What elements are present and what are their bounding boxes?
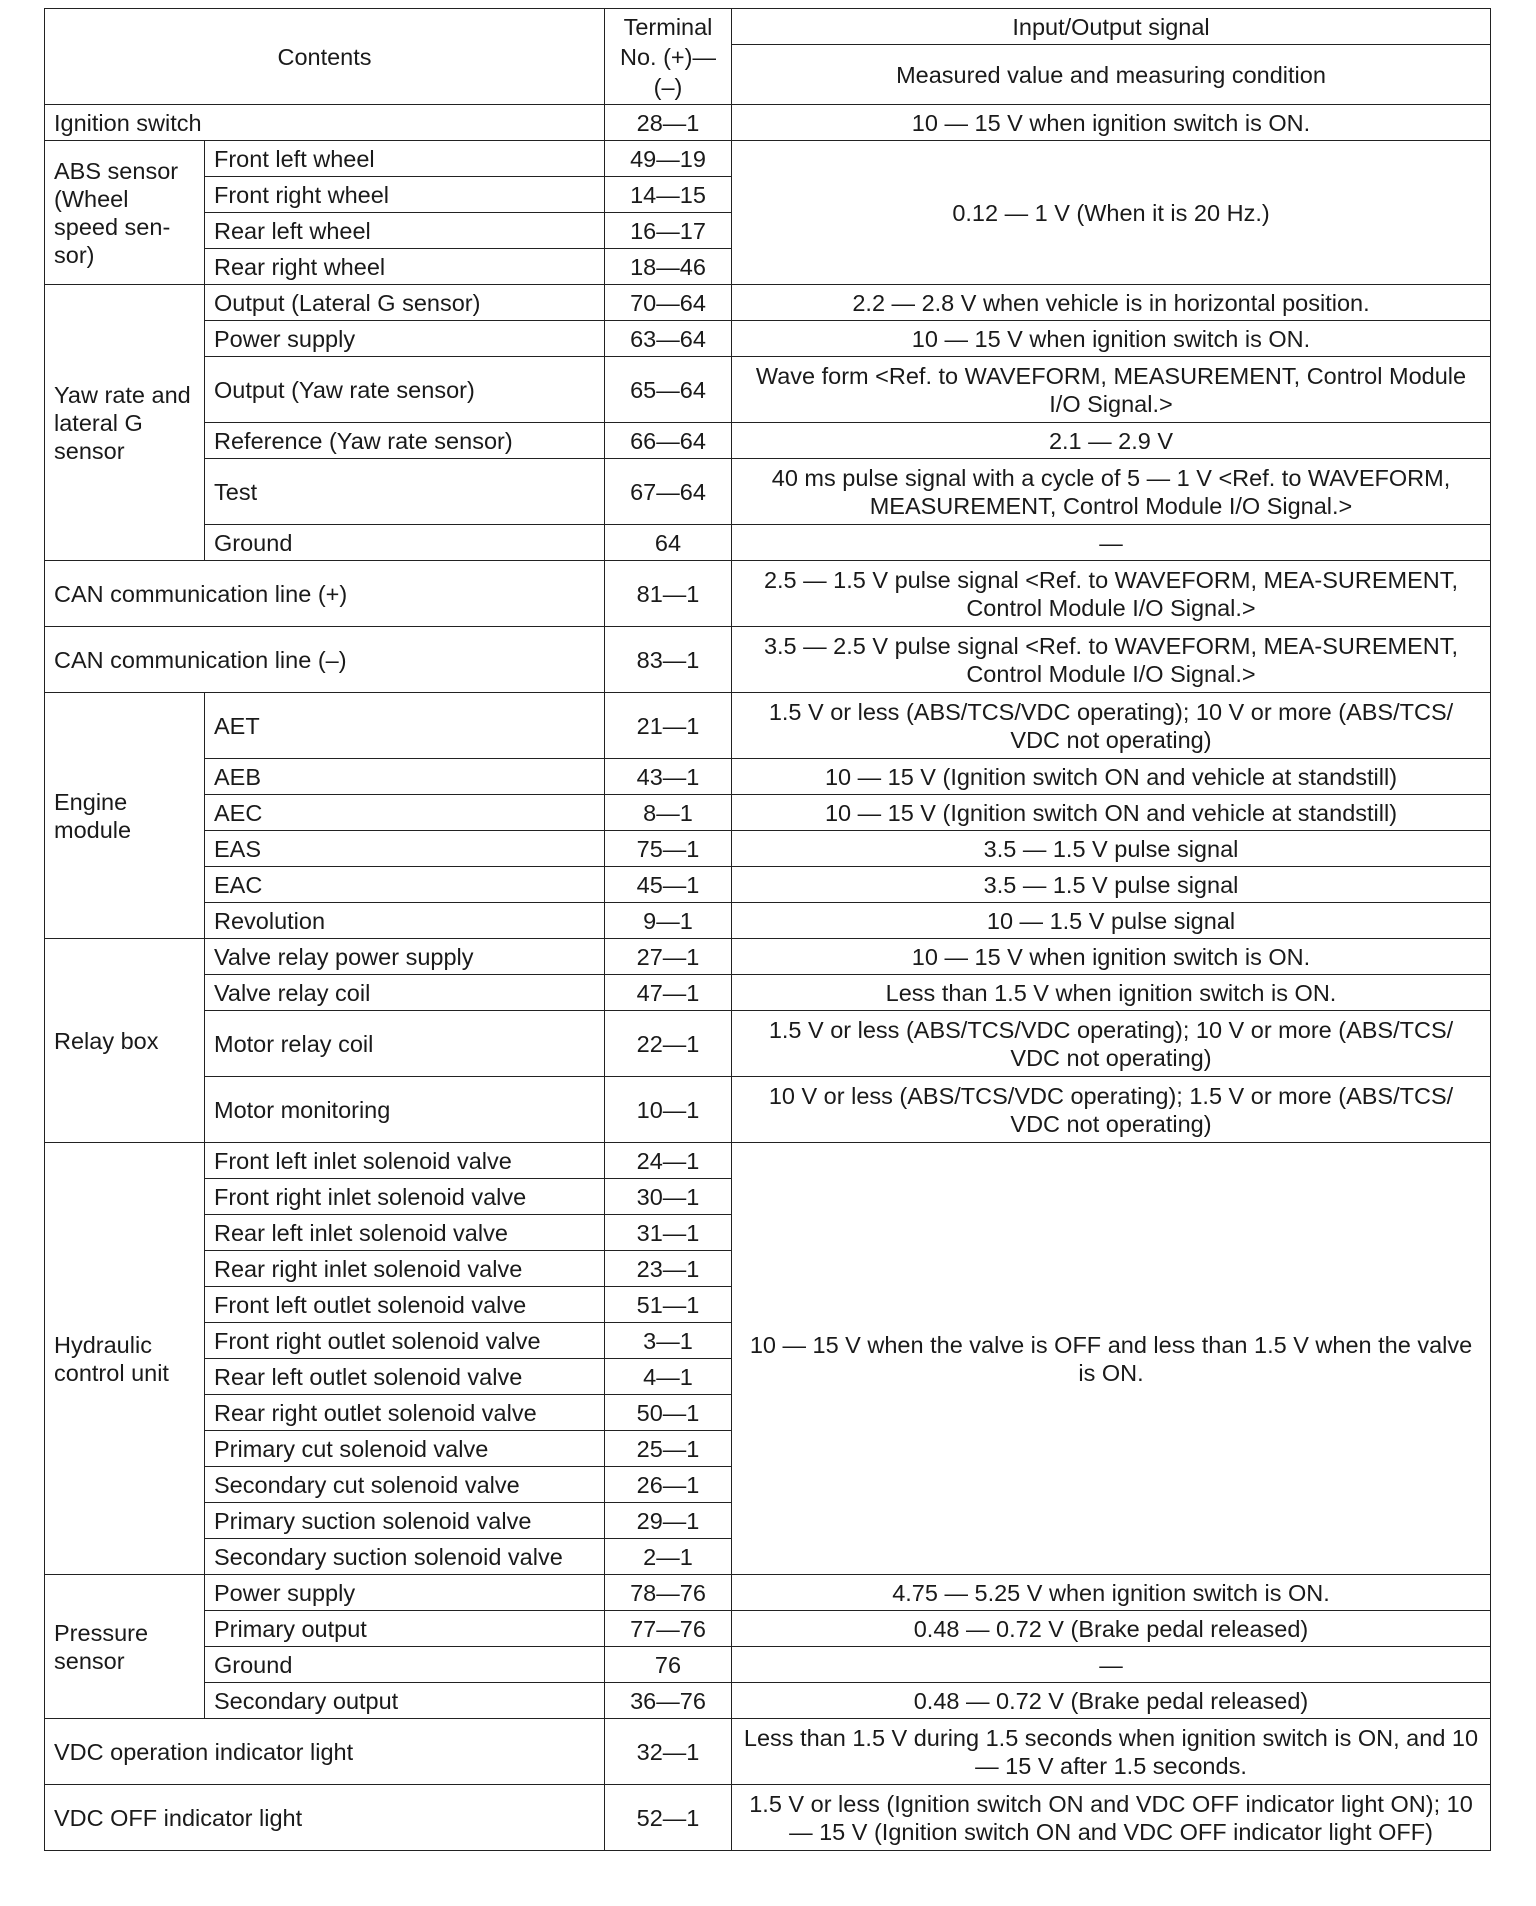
table-row (45, 105, 1491, 141)
table-row (45, 939, 1491, 975)
terminal-number: 78—76 (605, 1575, 732, 1611)
row-item-label: Rear right inlet solenoid valve (205, 1251, 605, 1287)
table-row (45, 285, 1491, 321)
row-group-label: Yaw rate and lateral G sensor (45, 285, 205, 561)
table-row (45, 903, 1491, 939)
terminal-number: 16—17 (605, 213, 732, 249)
measured-value: 10 — 1.5 V pulse signal (732, 903, 1491, 939)
header-input-output-signal: Input/Output signal (732, 9, 1491, 45)
terminal-number: 25—1 (605, 1431, 732, 1467)
terminal-number: 24—1 (605, 1143, 732, 1179)
terminal-number: 28—1 (605, 105, 732, 141)
table-row (45, 1785, 1491, 1851)
table-row (45, 1611, 1491, 1647)
terminal-number: 43—1 (605, 759, 732, 795)
row-item-label: Secondary cut solenoid valve (205, 1467, 605, 1503)
terminal-number: 70—64 (605, 285, 732, 321)
table-row (45, 759, 1491, 795)
table-row (45, 1575, 1491, 1611)
terminal-number: 45—1 (605, 867, 732, 903)
terminal-spec-table (44, 8, 1491, 1851)
terminal-number: 31—1 (605, 1215, 732, 1251)
row-group-label: Engine module (45, 693, 205, 939)
measured-value: 10 — 15 V when ignition switch is ON. (732, 321, 1491, 357)
table-row (45, 867, 1491, 903)
measured-value: 10 — 15 V (Ignition switch ON and vehicle at standstill) (732, 795, 1491, 831)
measured-value: 1.5 V or less (Ignition switch ON and VDC OFF indicator light ON); 10 — 15 V (Ignition switch ON and VDC OFF indicator light OFF) (732, 1785, 1491, 1851)
row-item-label: Front left inlet solenoid valve (205, 1143, 605, 1179)
terminal-number: 76 (605, 1647, 732, 1683)
terminal-number: 77—76 (605, 1611, 732, 1647)
measured-value: 0.48 — 0.72 V (Brake pedal released) (732, 1683, 1491, 1719)
measured-value: 10 — 15 V when ignition switch is ON. (732, 939, 1491, 975)
measured-value: 10 V or less (ABS/TCS/VDC operating); 1.5 V or more (ABS/TCS/ VDC not operating) (732, 1077, 1491, 1143)
terminal-number: 65—64 (605, 357, 732, 423)
table-row (45, 525, 1491, 561)
measured-value: — (732, 1647, 1491, 1683)
terminal-number: 2—1 (605, 1539, 732, 1575)
table-row (45, 1719, 1491, 1785)
row-item-label: Ground (205, 1647, 605, 1683)
row-item-label: Secondary suction solenoid valve (205, 1539, 605, 1575)
terminal-number: 3—1 (605, 1323, 732, 1359)
terminal-number: 66—64 (605, 423, 732, 459)
terminal-number: 52—1 (605, 1785, 732, 1851)
row-item-label: Output (Yaw rate sensor) (205, 357, 605, 423)
terminal-number: 47—1 (605, 975, 732, 1011)
row-group-label: Ignition switch (45, 105, 605, 141)
row-item-label: EAS (205, 831, 605, 867)
measured-value: 3.5 — 1.5 V pulse signal (732, 831, 1491, 867)
table-row (45, 1683, 1491, 1719)
table-row (45, 975, 1491, 1011)
terminal-number: 22—1 (605, 1011, 732, 1077)
table-row (45, 627, 1491, 693)
measured-value: 10 — 15 V when ignition switch is ON. (732, 105, 1491, 141)
row-item-label: Test (205, 459, 605, 525)
row-group-label: VDC OFF indicator light (45, 1785, 605, 1851)
measured-value: 4.75 — 5.25 V when ignition switch is ON. (732, 1575, 1491, 1611)
terminal-number: 36—76 (605, 1683, 732, 1719)
terminal-number: 63—64 (605, 321, 732, 357)
terminal-number: 10—1 (605, 1077, 732, 1143)
terminal-number: 51—1 (605, 1287, 732, 1323)
row-item-label: Rear right outlet solenoid valve (205, 1395, 605, 1431)
row-item-label: Front right inlet solenoid valve (205, 1179, 605, 1215)
measured-value: 40 ms pulse signal with a cycle of 5 — 1 V <Ref. to WAVEFORM, MEASUREMENT, Control Module I/O Signal.> (732, 459, 1491, 525)
measured-value: 10 — 15 V when the valve is OFF and less than 1.5 V when the valve is ON. (732, 1143, 1491, 1575)
table-row (45, 831, 1491, 867)
terminal-number: 32—1 (605, 1719, 732, 1785)
row-item-label: Rear left wheel (205, 213, 605, 249)
row-item-label: Rear right wheel (205, 249, 605, 285)
measured-value: 0.12 — 1 V (When it is 20 Hz.) (732, 141, 1491, 285)
row-item-label: AEC (205, 795, 605, 831)
terminal-number: 50—1 (605, 1395, 732, 1431)
row-group-label: ABS sensor (Wheel speed sen-sor) (45, 141, 205, 285)
row-group-label: Hydraulic control unit (45, 1143, 205, 1575)
measured-value: 2.5 — 1.5 V pulse signal <Ref. to WAVEFORM, MEA-SUREMENT, Control Module I/O Signal.> (732, 561, 1491, 627)
measured-value: 10 — 15 V (Ignition switch ON and vehicle at standstill) (732, 759, 1491, 795)
terminal-number: 9—1 (605, 903, 732, 939)
header-contents: Contents (45, 9, 605, 105)
table-row (45, 1011, 1491, 1077)
row-item-label: Rear left outlet solenoid valve (205, 1359, 605, 1395)
terminal-number: 4—1 (605, 1359, 732, 1395)
table-row (45, 357, 1491, 423)
terminal-number: 18—46 (605, 249, 732, 285)
row-item-label: Front left wheel (205, 141, 605, 177)
row-group-label: CAN communication line (–) (45, 627, 605, 693)
table-row (45, 459, 1491, 525)
row-item-label: Secondary output (205, 1683, 605, 1719)
row-item-label: EAC (205, 867, 605, 903)
table-row (45, 1647, 1491, 1683)
row-item-label: Front left outlet solenoid valve (205, 1287, 605, 1323)
terminal-number: 49—19 (605, 141, 732, 177)
row-item-label: AEB (205, 759, 605, 795)
row-item-label: Valve relay power supply (205, 939, 605, 975)
row-item-label: Revolution (205, 903, 605, 939)
row-item-label: Power supply (205, 321, 605, 357)
row-item-label: Primary output (205, 1611, 605, 1647)
row-group-label: Relay box (45, 939, 205, 1143)
measured-value: 2.2 — 2.8 V when vehicle is in horizontal position. (732, 285, 1491, 321)
table-row (45, 321, 1491, 357)
table-row (45, 423, 1491, 459)
row-item-label: Ground (205, 525, 605, 561)
row-item-label: Motor relay coil (205, 1011, 605, 1077)
row-item-label: Valve relay coil (205, 975, 605, 1011)
terminal-number: 26—1 (605, 1467, 732, 1503)
row-item-label: Power supply (205, 1575, 605, 1611)
terminal-number: 29—1 (605, 1503, 732, 1539)
terminal-number: 23—1 (605, 1251, 732, 1287)
terminal-number: 67—64 (605, 459, 732, 525)
row-item-label: AET (205, 693, 605, 759)
measured-value: 1.5 V or less (ABS/TCS/VDC operating); 10 V or more (ABS/TCS/ VDC not operating) (732, 693, 1491, 759)
terminal-number: 8—1 (605, 795, 732, 831)
table-row (45, 1077, 1491, 1143)
row-group-label: CAN communication line (+) (45, 561, 605, 627)
header-terminal: Terminal No. (+)—(–) (605, 9, 732, 105)
terminal-number: 14—15 (605, 177, 732, 213)
header-measured-value: Measured value and measuring condition (732, 45, 1491, 105)
row-group-label: VDC operation indicator light (45, 1719, 605, 1785)
row-item-label: Primary suction solenoid valve (205, 1503, 605, 1539)
terminal-number: 21—1 (605, 693, 732, 759)
terminal-number: 30—1 (605, 1179, 732, 1215)
measured-value: 1.5 V or less (ABS/TCS/VDC operating); 10 V or more (ABS/TCS/ VDC not operating) (732, 1011, 1491, 1077)
measured-value: — (732, 525, 1491, 561)
measured-value: 0.48 — 0.72 V (Brake pedal released) (732, 1611, 1491, 1647)
measured-value: 2.1 — 2.9 V (732, 423, 1491, 459)
row-item-label: Primary cut solenoid valve (205, 1431, 605, 1467)
terminal-number: 64 (605, 525, 732, 561)
row-item-label: Reference (Yaw rate sensor) (205, 423, 605, 459)
row-item-label: Output (Lateral G sensor) (205, 285, 605, 321)
row-group-label: Pressure sensor (45, 1575, 205, 1719)
table-row (45, 693, 1491, 759)
row-item-label: Rear left inlet solenoid valve (205, 1215, 605, 1251)
terminal-number: 27—1 (605, 939, 732, 975)
row-item-label: Motor monitoring (205, 1077, 605, 1143)
measured-value: Less than 1.5 V when ignition switch is ON. (732, 975, 1491, 1011)
row-item-label: Front right wheel (205, 177, 605, 213)
table-row (45, 561, 1491, 627)
measured-value: Less than 1.5 V during 1.5 seconds when ignition switch is ON, and 10 — 15 V after 1.5 seconds. (732, 1719, 1491, 1785)
measured-value: Wave form <Ref. to WAVEFORM, MEASUREMENT, Control Module I/O Signal.> (732, 357, 1491, 423)
table-row (45, 1143, 1491, 1179)
table-body (45, 105, 1491, 1851)
table-row (45, 795, 1491, 831)
terminal-number: 81—1 (605, 561, 732, 627)
measured-value: 3.5 — 1.5 V pulse signal (732, 867, 1491, 903)
row-item-label: Front right outlet solenoid valve (205, 1323, 605, 1359)
terminal-number: 83—1 (605, 627, 732, 693)
measured-value: 3.5 — 2.5 V pulse signal <Ref. to WAVEFORM, MEA-SUREMENT, Control Module I/O Signal.> (732, 627, 1491, 693)
table-row (45, 141, 1491, 177)
terminal-number: 75—1 (605, 831, 732, 867)
